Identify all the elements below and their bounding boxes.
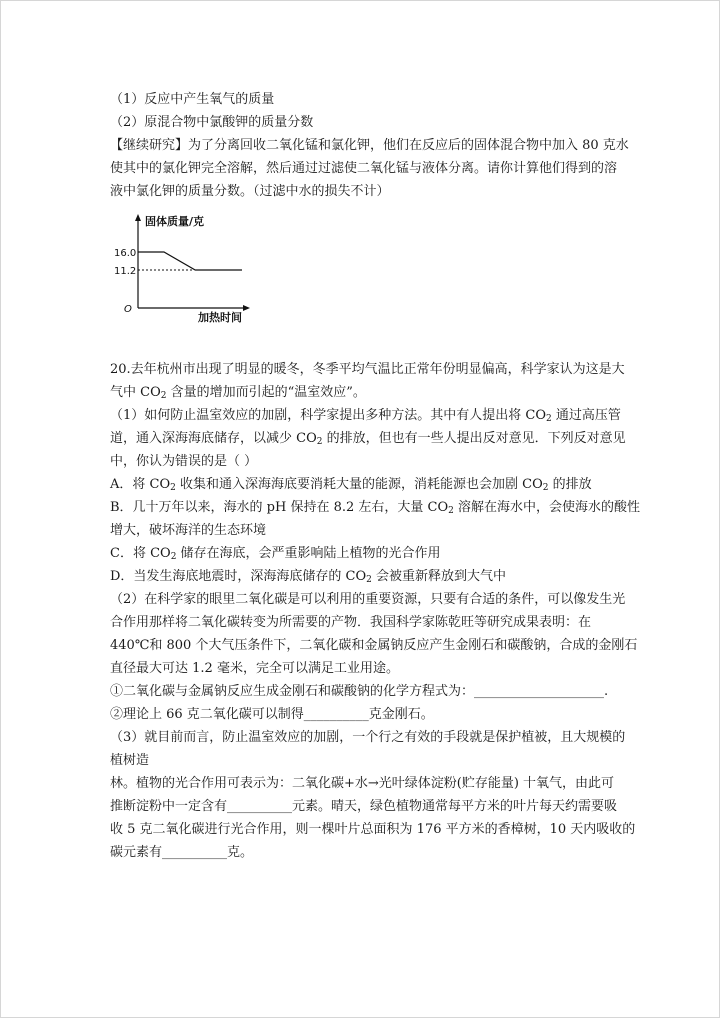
option-b-line-2: 增大，破坏海洋的生态环境 (110, 523, 267, 538)
q20-2-blank-1: ①二氧化碳与金属钠反应生成金刚石和碳酸钠的化学方程式为：____________________. (110, 684, 609, 699)
q20-3-line-5: 收 5 克二氧化碳进行光合作用，则一棵叶片总面积为 176 平方米的香樟树，10 天内吸收的 (110, 822, 636, 837)
question-part-2: （2）原混合物中氯酸钾的质量分数 (110, 115, 314, 130)
q20-2-line-1: （2）在科学家的眼里二氧化碳是可以利用的重要资源，只要有合适的条件，可以像发生光 (110, 592, 626, 607)
x-axis-title: 加热时间 (198, 311, 242, 324)
q20-1-line-2: 道，通入深海海底储存，以减少 $CO_2$ 的排放，但也有一些人提出反对意见．下列反对意见 (110, 431, 626, 447)
x-axis-arrow (243, 305, 250, 311)
q20-3-line-2: 植树造 (110, 753, 150, 768)
tick-label-11-2: 11.2 (114, 266, 137, 277)
q20-2-blank-2: ②理论上 66 克二氧化碳可以制得__________克金刚石。 (110, 707, 434, 722)
q20-3-line-1: （3）就目前而言，防止温室效应的加剧，一个行之有效的手段就是保护植被，且大规模的 (110, 730, 626, 745)
option-b-line-1: B．几十万年以来，海水的 pH 保持在 8.2 左右，大量 $CO_2$ 溶解在海水中，会使海水的酸性 (110, 500, 641, 516)
q20-intro-line-2: 气中 $CO_2$ 含量的增加而引起的“温室效应”。 (110, 385, 366, 401)
q20-3-line-3: 林。植物的光合作用可表示为：二氧化碳+水→光叶绿体淀粉(贮存能量) 十氧气，由此可 (110, 776, 615, 791)
q20-2-line-2: 合作用那样将二氧化碳转变为所需要的产物．我国科学家陈乾旺等研究成果表明：在 (110, 615, 592, 630)
q20-2-line-3: 440℃和 800 个大气压条件下，二氧化碳和金属钠反应产生金刚石和碳酸钠，合成的金刚石 (110, 638, 638, 653)
y-axis-title: 固体质量/克 (145, 215, 205, 228)
solid-mass-chart (110, 212, 260, 324)
origin-label: O (124, 304, 132, 315)
question-part-1: （1）反应中产生氧气的质量 (110, 92, 275, 107)
q20-1-line-3: 中，你认为错误的是（ ） (110, 454, 258, 469)
continue-research-line-2: 使其中的氯化钾完全溶解，然后通过过滤使二氧化锰与液体分离。请你计算他们得到的溶 (110, 161, 618, 176)
option-d: D．当发生海底地震时，深海海底储存的 $CO_2$ 会被重新释放到大气中 (110, 569, 507, 585)
q20-3-line-4: 推断淀粉中一定含有__________元素。晴天，绿色植物通常每平方米的叶片每天约需要吸 (110, 799, 618, 814)
tick-label-16: 16.0 (114, 248, 137, 259)
q20-3-line-6: 碳元素有__________克。 (110, 845, 254, 860)
series-line (138, 252, 242, 270)
q20-1-line-1: （1）如何防止温室效应的加剧，科学家提出多种方法。其中有人提出将 $CO_2$ 通过高压管 (110, 408, 621, 424)
q20-2-line-4: 直径最大可达 1.2 毫米，完全可以满足工业用途。 (110, 661, 399, 676)
option-a: A．将 $CO_2$ 收集和通入深海海底要消耗大量的能源，消耗能源也会加剧 $CO_2$ 的排放 (110, 477, 592, 493)
option-c: C．将 $CO_2$ 储存在海底，会严重影响陆上植物的光合作用 (110, 546, 441, 562)
continue-research-line-1: 【继续研究】为了分离回收二氧化锰和氯化钾，他们在反应后的固体混合物中加入 80 克水 (110, 138, 629, 153)
continue-research-line-3: 液中氯化钾的质量分数。（过滤中水的损失不计） (110, 184, 390, 199)
y-axis-arrow (135, 214, 141, 221)
q20-intro-line-1: 20.去年杭州市出现了明显的暖冬，冬季平均气温比正常年份明显偏高，科学家认为这是大 (110, 362, 625, 377)
